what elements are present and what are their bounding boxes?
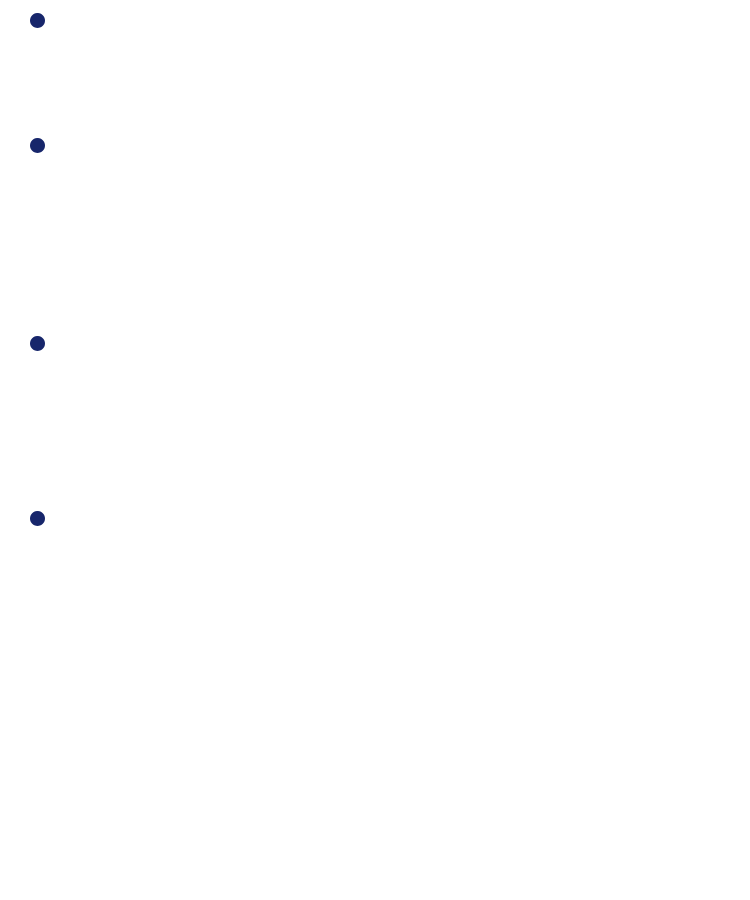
section-bullet-icon <box>30 138 45 153</box>
section-bullet-icon <box>30 336 45 351</box>
section-header-model <box>30 138 51 153</box>
section-bullet-icon <box>30 511 45 526</box>
section-bullet-icon <box>30 13 45 28</box>
section-header-overview <box>30 13 51 28</box>
section-header-environment <box>30 336 51 351</box>
section-header-parameters <box>30 511 51 526</box>
